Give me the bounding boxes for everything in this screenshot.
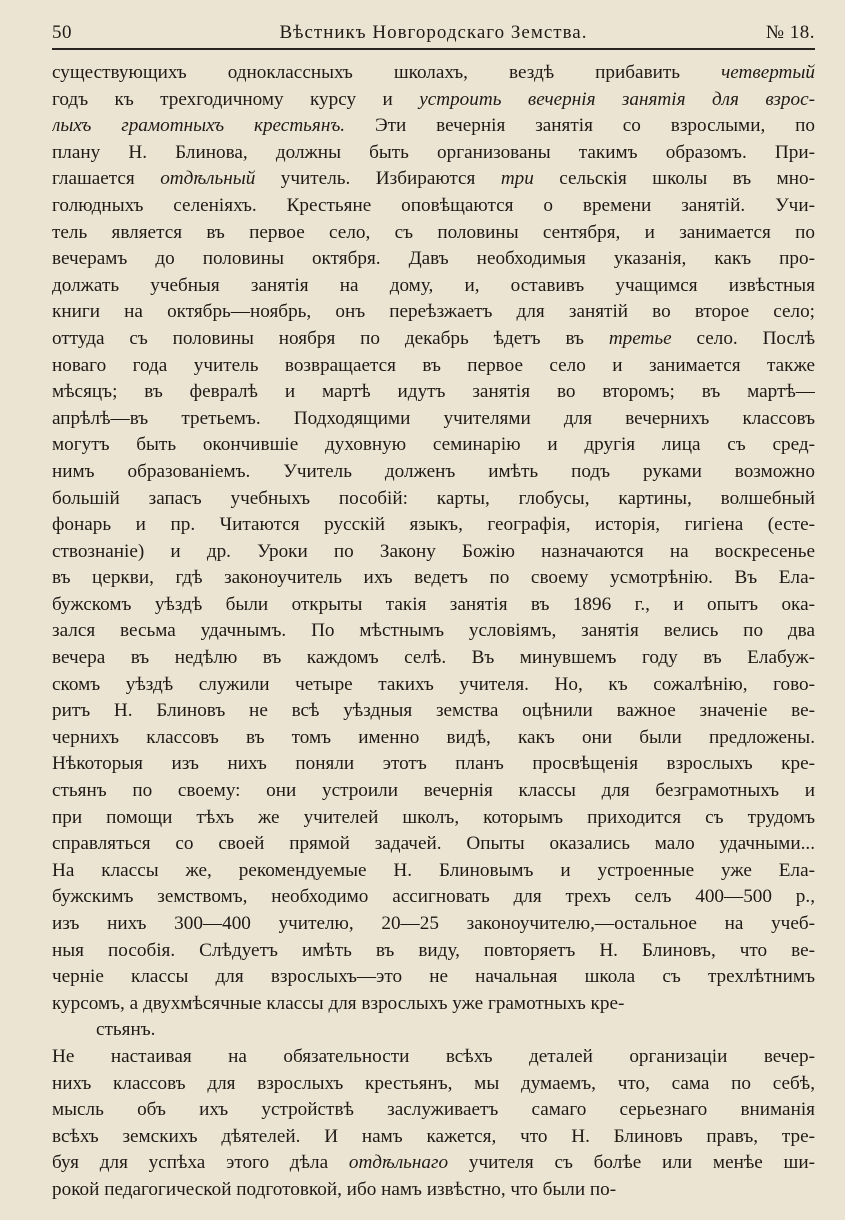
text-segment: вечерамъ до половины октября. Давъ необходимыя указанія, какъ про-: [52, 248, 815, 270]
text-line: [52, 1071, 815, 1098]
text-segment: могутъ быть окончившіе духовную семинарію и другія лица съ сред-: [52, 434, 815, 456]
text-line: [52, 539, 815, 566]
text-line: [52, 751, 815, 778]
text-segment: фонарь и пр. Читаются русскій языкъ, географія, исторія, гигіена (есте-: [52, 514, 815, 536]
italic-text: отдѣльный: [160, 168, 256, 190]
text-line: [52, 938, 815, 965]
text-line: [52, 592, 815, 619]
text-segment: учителя съ болѣе или менѣе ши-: [448, 1152, 815, 1174]
journal-title: Вѣстникъ Новгородскаго Земства.: [279, 22, 588, 43]
text-line: [52, 1124, 815, 1151]
text-segment: нихъ классовъ для взрослыхъ крестьянъ, мы думаемъ, что, сама по себѣ,: [52, 1072, 815, 1094]
text-line: [52, 645, 815, 672]
text-line: [52, 299, 815, 326]
text-line: [52, 778, 815, 805]
text-segment: рокой педагогической подготовкой, ибо намъ извѣстно, что были по-: [52, 1178, 617, 1200]
text-segment: зался весьма удачнымъ. По мѣстнымъ условіямъ, занятія велись по два: [52, 620, 815, 642]
text-segment: буя для успѣха этого дѣла: [52, 1152, 349, 1174]
text-line: [52, 672, 815, 699]
text-segment: Эти вечернія занятія со взрослыми, по: [345, 115, 815, 137]
text-segment: плану Н. Блинова, должны быть организованы такимъ образомъ. При-: [52, 141, 815, 163]
text-line: [52, 113, 815, 140]
text-line: [52, 565, 815, 592]
text-segment: бужскомъ уѣздѣ были открыты такія занятія въ 1896 г., и опытъ ока-: [52, 593, 815, 615]
text-line: [52, 512, 815, 539]
italic-text: отдѣльнаго: [348, 1152, 449, 1174]
text-line: [52, 831, 815, 858]
text-line: [52, 858, 815, 885]
text-segment: ствознаніе) и др. Уроки по Закону Божію назначаются на воскресенье: [52, 540, 815, 562]
text-line: [52, 432, 815, 459]
text-line: [52, 193, 815, 220]
text-line: [52, 353, 815, 380]
text-line: [52, 459, 815, 486]
page-number: 50: [52, 22, 72, 43]
text-segment: черніе классы для взрослыхъ—это не начальная школа съ трехлѣтнимъ: [52, 966, 815, 988]
text-segment: справляться со своей прямой задачей. Опыты оказались мало удачными...: [52, 833, 815, 855]
text-segment: бужскимъ земствомъ, необходимо ассигновать для трехъ селъ 400—500 р.,: [52, 886, 815, 908]
text-line: [52, 326, 815, 353]
text-line: [52, 246, 815, 273]
text-segment: Не настаивая на обязательности всѣхъ деталей организаціи вечер-: [52, 1045, 815, 1067]
text-segment: большій запасъ учебныхъ пособій: карты, глобусы, картины, волшебный: [52, 487, 815, 509]
text-segment: стьянъ по своему: они устроили вечернія классы для безграмотныхъ и: [52, 780, 815, 802]
text-segment: голюдныхъ селеніяхъ. Крестьяне оповѣщаются о времени занятій. Учи-: [52, 194, 815, 216]
text-line: [52, 140, 815, 167]
text-segment: новаго года учитель возвращается въ первое село и занимается также: [52, 354, 815, 376]
text-line: [52, 406, 815, 433]
text-segment: нимъ образованіемъ. Учитель долженъ имѣть подъ руками возможно: [52, 460, 815, 482]
text-segment: существующихъ одноклассныхъ школахъ, вездѣ прибавить: [52, 62, 722, 83]
text-segment: глашается: [52, 168, 161, 190]
text-line: [52, 991, 815, 1018]
text-line: [52, 911, 815, 938]
text-line: [52, 618, 815, 645]
text-segment: апрѣлѣ—въ третьемъ. Подходящими учителями для вечернихъ классовъ: [52, 407, 815, 429]
issue-number: № 18.: [765, 22, 815, 43]
text-line: [52, 964, 815, 991]
text-line: [52, 698, 815, 725]
text-line: [52, 60, 815, 87]
text-segment: скомъ уѣздѣ служили четыре такихъ учителя. Но, къ сожалѣнію, гово-: [52, 673, 815, 695]
text-line: [52, 1044, 815, 1071]
text-segment: стьянъ.: [96, 1019, 156, 1041]
text-segment: годъ къ трехгодичному курсу и: [52, 88, 420, 110]
italic-text: устроить вечернія занятія для взрос-: [419, 88, 815, 110]
text-line: [52, 725, 815, 752]
text-line: [52, 1177, 815, 1204]
text-segment: мѣсяцъ; въ февралѣ и мартѣ идутъ занятія во второмъ; въ мартѣ—: [52, 381, 815, 403]
text-segment: въ церкви, гдѣ законоучитель ихъ ведетъ по своему усмотрѣнію. Въ Ела-: [52, 567, 815, 589]
running-header: [52, 18, 815, 52]
text-segment: всѣхъ земскихъ дѣятелей. И намъ кажется, что Н. Блиновъ правъ, тре-: [52, 1125, 815, 1147]
text-segment: На классы же, рекомендуемые Н. Блиновымъ и устроенные уже Ела-: [52, 859, 815, 881]
italic-text: третье: [608, 327, 672, 349]
text-segment: ритъ Н. Блиновъ не всѣ уѣздныя земства оцѣнили важное значеніе ве-: [52, 700, 815, 722]
text-line: [52, 166, 815, 193]
text-segment: вечера въ недѣлю въ каждомъ селѣ. Въ минувшемъ году въ Елабуж-: [52, 647, 815, 669]
body-text: [52, 60, 815, 1204]
italic-text: лыхъ грамотныхъ крестьянъ.: [52, 115, 346, 137]
text-segment: курсомъ, а двухмѣсячные классы для взрослыхъ уже грамотныхъ кре-: [52, 992, 625, 1014]
text-segment: ныя пособія. Слѣдуетъ имѣть въ виду, повторяетъ Н. Блиновъ, что ве-: [52, 939, 815, 961]
text-segment: изъ нихъ 300—400 учителю, 20—25 законоучителю,—остальное на учеб-: [52, 913, 815, 934]
text-segment: должать учебныя занятія на дому, и, оставивъ учащимся извѣстныя: [52, 274, 815, 296]
text-segment: Нѣкоторыя изъ нихъ поняли этотъ планъ просвѣщенія взрослыхъ кре-: [52, 753, 815, 775]
text-line: [52, 273, 815, 300]
text-segment: книги на октябрь—ноябрь, онъ переѣзжаетъ для занятій во второе село;: [52, 301, 815, 323]
text-segment: мысль объ ихъ устройствѣ заслуживаетъ самаго серьезнаго вниманія: [52, 1099, 815, 1121]
text-line: [52, 87, 815, 114]
text-segment: чернихъ классовъ въ томъ именно видѣ, какъ они были предложены.: [52, 726, 815, 748]
text-line: [52, 884, 815, 911]
text-segment: оттуда съ половины ноября по декабрь ѣдетъ въ: [52, 327, 609, 349]
italic-text: четвертый: [721, 62, 815, 83]
text-line: [52, 486, 815, 513]
text-segment: сельскія школы въ мно-: [533, 168, 815, 190]
text-segment: при помощи тѣхъ же учителей школъ, которымъ приходится съ трудомъ: [52, 806, 815, 828]
header-rule: [52, 48, 815, 50]
text-line: [52, 1097, 815, 1124]
text-segment: тель является въ первое село, съ половины сентября, и занимается по: [52, 221, 815, 243]
text-line: [52, 220, 815, 247]
text-line: [52, 1150, 815, 1177]
text-segment: село. Послѣ: [671, 327, 815, 349]
text-line: [52, 805, 815, 832]
text-line: [52, 1017, 815, 1044]
text-segment: учитель. Избираются: [255, 168, 501, 190]
italic-text: три: [500, 168, 534, 190]
text-line: [52, 379, 815, 406]
